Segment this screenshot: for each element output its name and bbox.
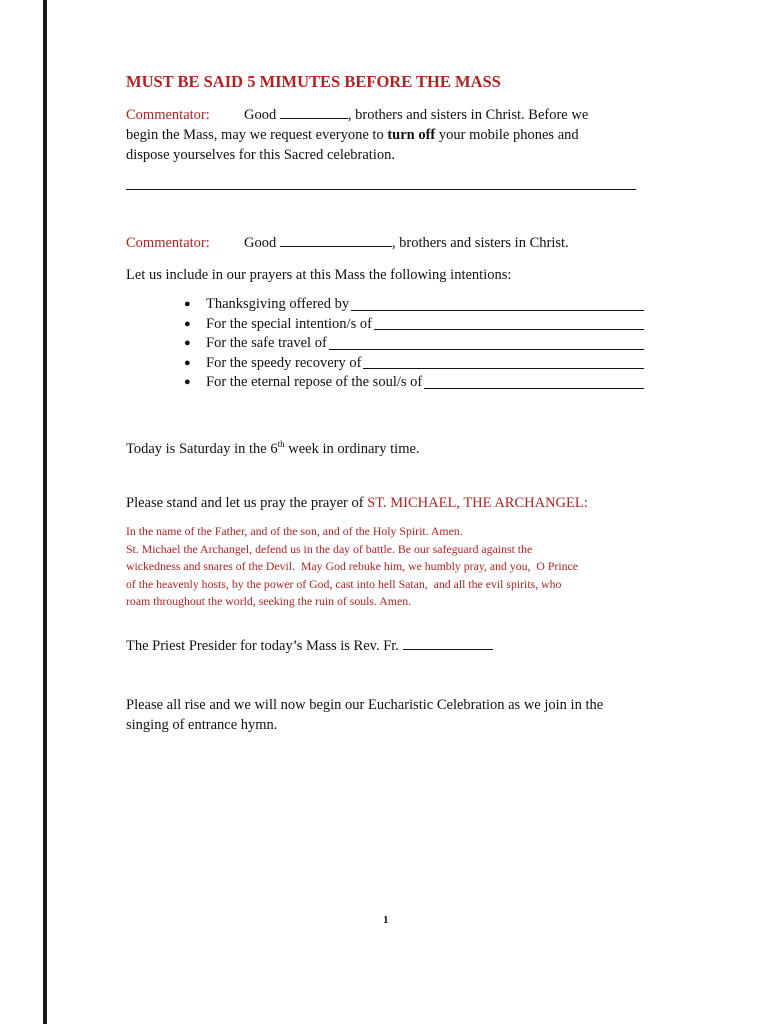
intention-blank (374, 329, 644, 330)
commentator-label-1: Commentator: (126, 107, 210, 123)
intentions-list (184, 295, 644, 393)
request-text-end: your mobile phones and (435, 127, 579, 143)
today-text-end: week in ordinary time. (284, 440, 420, 457)
intention-blank (329, 349, 644, 350)
greeting-word-2: Good (244, 235, 277, 251)
greeting-word-1: Good (244, 107, 277, 123)
greeting-rest-1: , brothers and sisters in Christ. Before we (347, 107, 589, 123)
closing-line: Please all rise and we will now begin our Eucharistic Celebration as we join in the (126, 697, 604, 713)
liturgical-day-text (126, 434, 636, 459)
priest-name-blank (403, 636, 493, 650)
intention-label: For the eternal repose of the soul/s of (206, 374, 423, 390)
intention-item (184, 334, 644, 354)
prayer-title: ST. MICHAEL, THE ARCHANGEL: (367, 495, 588, 511)
greeting-line-3: dispose yourselves for this Sacred celebration. (126, 147, 395, 163)
bullet-icon: ● (184, 317, 191, 330)
today-text: Today is Saturday in the 6 (126, 440, 278, 457)
bullet-icon: ● (184, 337, 191, 349)
prayer-intro (126, 493, 636, 513)
commentator-label-2: Commentator: (126, 235, 210, 251)
request-text: begin the Mass, may we request everyone to (126, 127, 388, 143)
bullet-icon: ● (184, 376, 191, 388)
intention-blank (351, 310, 644, 311)
intention-label: For the special intention/s of (206, 315, 372, 332)
intention-item (184, 315, 644, 335)
greeting-blank-2 (280, 233, 392, 247)
closing-line: singing of entrance hymn. (126, 717, 278, 733)
intentions-intro: Let us include in our prayers at this Mass the following intentions: (126, 267, 512, 283)
prayer-line: roam throughout the world, seeking the ruin of souls. Amen. (126, 594, 412, 608)
priest-presider-line (126, 636, 636, 656)
page-number: 1 (383, 914, 389, 926)
intention-item (184, 295, 644, 315)
intention-blank (424, 388, 644, 389)
section-divider (126, 189, 636, 190)
page-title: MUST BE SAID 5 MIMUTES BEFORE THE MASS (126, 72, 501, 91)
turn-off-emphasis: turn off (387, 127, 436, 143)
greeting-line-2 (126, 125, 636, 145)
binding-edge-line (43, 0, 47, 1024)
intention-blank (363, 368, 644, 369)
commentator-greeting-2 (126, 233, 636, 253)
commentator-greeting-1 (126, 105, 636, 165)
greeting-rest-2: , brothers and sisters in Christ. (391, 235, 569, 251)
priest-presider-text: The Priest Presider for today’s Mass is Rev. Fr. (126, 638, 399, 654)
today-superscript: th (277, 439, 285, 449)
prayer-line: of the heavenly hosts, by the power of God, cast into hell Satan, and all the evil spirits, who (126, 576, 562, 591)
prayer-intro-text: Please stand and let us pray the prayer of (126, 495, 368, 511)
intention-item (184, 354, 644, 374)
st-michael-prayer (126, 523, 646, 611)
prayer-line: In the name of the Father, and of the son, and of the Holy Spirit. Amen. (126, 524, 463, 538)
intention-item (184, 373, 644, 393)
intention-label: For the safe travel of (206, 335, 327, 351)
greeting-blank-1 (280, 105, 348, 119)
prayer-line: St. Michael the Archangel, defend us in the day of battle. Be our safeguard against the (126, 541, 533, 556)
greeting-line-1 (126, 105, 636, 125)
prayer-line: wickedness and snares of the Devil. May God rebuke him, we humbly pray, and you, O Prince (126, 559, 578, 573)
bullet-icon: ● (184, 356, 191, 369)
intention-label: For the speedy recovery of (206, 354, 362, 371)
closing-instruction (126, 695, 636, 735)
bullet-icon: ● (184, 298, 191, 310)
intention-label: Thanksgiving offered by (206, 296, 350, 312)
